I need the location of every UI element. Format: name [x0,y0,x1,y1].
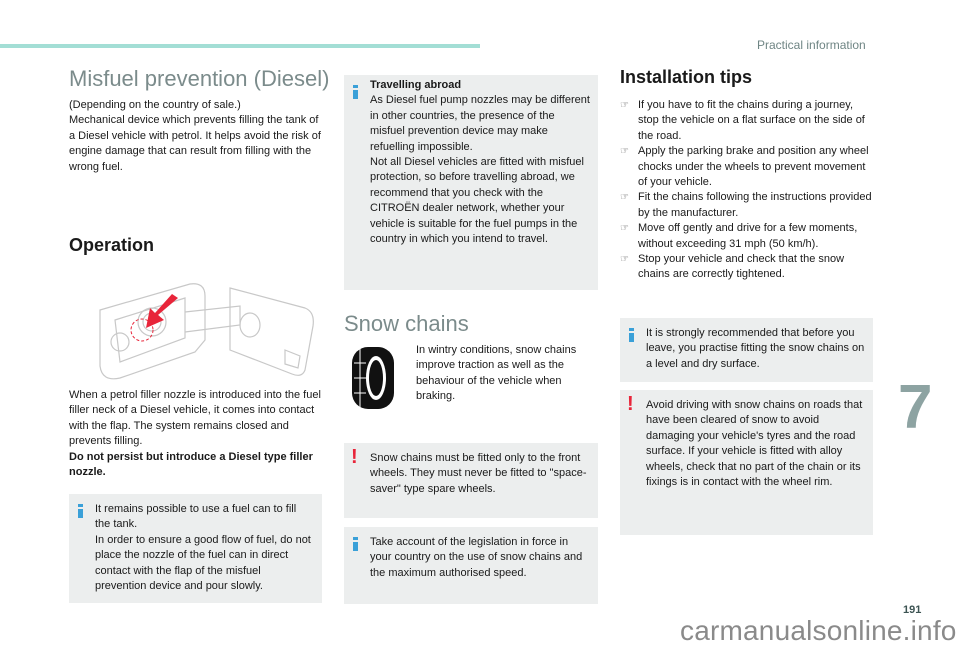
watermark: carmanualsonline.info [680,615,957,646]
info-box-legislation [344,527,598,604]
warning-box-cleared-roads [620,390,873,535]
page-title: Misfuel prevention (Diesel) [69,66,330,91]
pointing-hand-icon: ☞ [620,223,629,235]
info-text: As Diesel fuel pump nozzles may be different in other countries, the presence of the misfuel prevention device may make refuelling impossible. [370,94,590,153]
list-item: ☞ Stop your vehicle and check that the snow chains are correctly tightened. [620,253,845,281]
snow-chains-text: In wintry conditions, snow chains improve traction as well as the behaviour of the vehicle when braking. [416,344,577,403]
info-text: Not all Diesel vehicles are fitted with misfuel protection, so before travelling abroad, we recommend that you check with the CITROËN dealer network, whether your vehicle is suitable for the fuel pumps in the country in which you intend to travel. [370,156,584,246]
pointing-hand-icon: ☞ [620,146,629,158]
info-text: It is strongly recommended that before you leave, you practise fitting the snow chains on a level and dry surface. [646,327,865,370]
info-box-travelling-abroad [344,75,598,290]
operation-paragraph: When a petrol filler nozzle is introduced into the fuel filler neck of a Diesel vehicle, it comes into contact with the flap. The system remains closed and prevents filling. [69,389,321,448]
header-accent-bar [0,44,480,48]
intro [69,98,323,175]
installation-tips-heading: Installation tips [620,67,753,87]
intro-text: Mechanical device which prevents filling the tank of a Diesel vehicle with petrol. It helps avoid the risk of engine damage that can result from filling with the wrong fuel. [69,114,321,173]
operation-bold-note: Do not persist but introduce a Diesel type filler nozzle. [69,450,313,479]
warning-icon: ! [351,446,358,468]
snow-chain-tyre-icon [350,345,396,411]
info-text: It remains possible to use a fuel can to fill the tank. [95,503,297,531]
info-box-practise [620,318,873,382]
info-icon [629,328,634,342]
info-text: In order to ensure a good flow of fuel, do not place the nozzle of the fuel can in direct contact with the flap of the misfuel prevention device and pour slowly. [95,533,311,593]
warning-box-front-wheels [344,443,598,518]
fuel-filler-illustration [80,270,320,382]
chapter-number: 7 [898,373,933,442]
warning-text: Snow chains must be fitted only to the front wheels. They must never be fitted to "space-saver" type spare wheels. [370,452,587,495]
warning-text: Avoid driving with snow chains on roads that have been cleared of snow to avoid damaging your vehicle's tyres and the road surface. If your vehicle is fitted with alloy wheels, check that no part of the chain or its fixings is in contact with the wheel rim. [646,399,863,489]
list-item: ☞ Move off gently and drive for a few moments, without exceeding 31 mph (50 km/h). [620,222,858,250]
info-text: Take account of the legislation in force in your country on the use of snow chains and the maximum authorised speed. [370,536,583,579]
snow-chains-title: Snow chains [344,311,469,336]
info-icon [353,85,358,99]
info-icon [353,537,358,551]
list-item: ☞ Apply the parking brake and position any wheel chocks under the wheels to prevent movement of your vehicle. [620,145,869,189]
installation-tips-list [620,98,876,283]
info-box-fuel-can [69,494,322,603]
pointing-hand-icon: ☞ [620,192,629,204]
operation-text [69,388,323,480]
operation-heading: Operation [69,235,155,255]
section-title: Practical information [757,38,866,52]
intro-line: (Depending on the country of sale.) [69,99,241,111]
list-item: ☞ If you have to fit the chains during a journey, stop the vehicle on a flat surface on the side of the road. [620,99,865,142]
list-item: ☞ Fit the chains following the instructions provided by the manufacturer. [620,191,872,219]
info-icon [78,504,83,518]
page-number: 191 [903,604,922,616]
red-arrow-icon [146,294,178,328]
warning-icon: ! [627,393,634,415]
pointing-hand-icon: ☞ [620,254,629,266]
pointing-hand-icon: ☞ [620,100,629,111]
travel-title: Travelling abroad [370,79,462,91]
